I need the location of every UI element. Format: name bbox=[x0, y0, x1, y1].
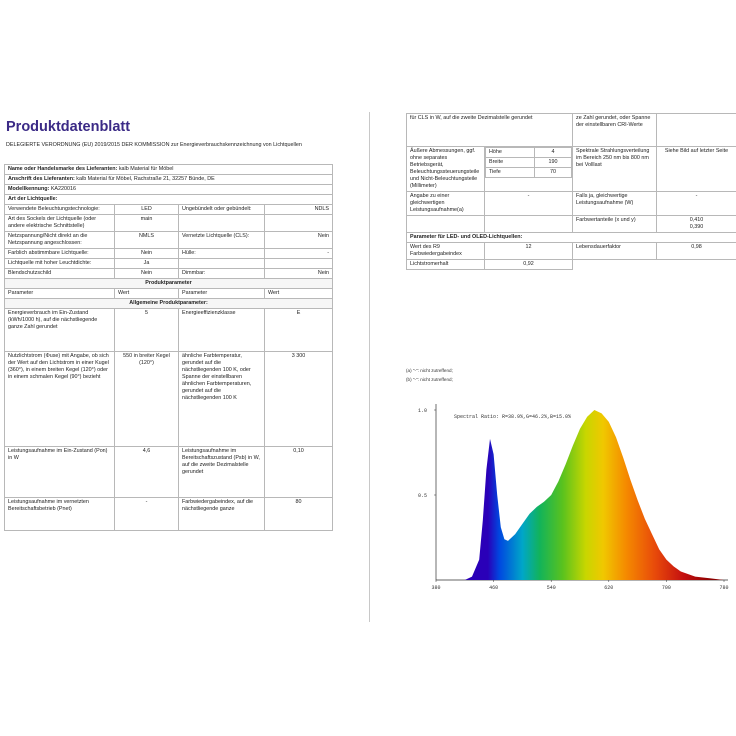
type-value: LED bbox=[115, 205, 179, 215]
dimensions-table bbox=[485, 147, 572, 178]
type-rows bbox=[5, 205, 333, 279]
general-section-title: Allgemeine Produktparameter: bbox=[5, 299, 333, 309]
type-label-2: Hülle: bbox=[179, 249, 265, 259]
type-section-row bbox=[5, 195, 333, 205]
lifetime-value: 0,98 bbox=[657, 243, 736, 260]
maintenance-row bbox=[407, 260, 736, 270]
supplier-value: kalb Material für Möbel bbox=[118, 166, 174, 172]
left-page bbox=[0, 112, 366, 622]
type-row bbox=[5, 269, 333, 279]
spectral-value: Siehe Bild auf letzter Seite bbox=[657, 147, 736, 192]
cls-label: für CLS in W, auf die zweite Dezimalstelle gerundet bbox=[407, 114, 573, 147]
address-row bbox=[5, 175, 333, 185]
type-label: Farblich abstimmbare Lichtquelle: bbox=[5, 249, 115, 259]
type-label-2: Ungebündelt oder gebündelt: bbox=[179, 205, 265, 215]
header-value-1: Wert bbox=[115, 289, 179, 299]
page-divider bbox=[369, 112, 370, 622]
x-tick-label: 540 bbox=[546, 585, 556, 591]
dim-name: Höhe bbox=[486, 148, 535, 158]
parameter-value-2: E bbox=[265, 309, 333, 352]
footnotes bbox=[406, 366, 453, 384]
supplier-label: Name oder Handelsmarke des Lieferanten: bbox=[8, 166, 118, 172]
type-label-2: Dimmbar: bbox=[179, 269, 265, 279]
dim-value: 190 bbox=[534, 158, 571, 168]
parameter-label: Leistungsaufnahme im vernetzten Bereitschaftsbetrieb (Pnet) bbox=[5, 498, 115, 531]
chromaticity-row bbox=[407, 216, 736, 233]
type-row bbox=[5, 215, 333, 232]
maintenance-value: 0,92 bbox=[485, 260, 573, 270]
footnote-b: (b) "-": nicht zutreffend; bbox=[406, 377, 453, 382]
equivalent-value: - bbox=[485, 192, 573, 216]
type-value-2: Nein bbox=[265, 269, 333, 279]
parameter-label-2: ähnliche Farbtemperatur, gerundet auf die nächstliegenden 100 K, oder Spanne der einstellbaren ähnlichen Farbtemperaturen, gerundet auf die nächstliegenden 100 K bbox=[179, 352, 265, 447]
type-value-2: Nein bbox=[265, 232, 333, 249]
general-section-row bbox=[5, 299, 333, 309]
type-label: Art des Sockels der Lichtquelle (oder andere elektrische Schnittstelle) bbox=[5, 215, 115, 232]
parameter-value-2: 80 bbox=[265, 498, 333, 531]
r9-value: 12 bbox=[485, 243, 573, 260]
type-label-2: Vernetzte Lichtquelle (CLS): bbox=[179, 232, 265, 249]
type-value-2: - bbox=[265, 249, 333, 259]
header-value-2: Wert bbox=[265, 289, 333, 299]
param-rows bbox=[5, 309, 333, 531]
type-value: Ja bbox=[115, 259, 179, 269]
type-row bbox=[5, 249, 333, 259]
x-tick-label: 620 bbox=[604, 585, 614, 591]
spectrum-area bbox=[436, 410, 724, 580]
type-label: Lichtquelle mit hoher Leuchtdichte: bbox=[5, 259, 115, 269]
dim-row bbox=[486, 168, 572, 178]
parameter-row bbox=[5, 309, 333, 352]
parameter-value: 5 bbox=[115, 309, 179, 352]
type-value: Nein bbox=[115, 269, 179, 279]
y-tick-label: 0.5 bbox=[418, 493, 428, 499]
chart-plot-area bbox=[418, 404, 729, 591]
dim-name: Breite bbox=[486, 158, 535, 168]
parameter-value: 550 in breiter Kegel (120°) bbox=[115, 352, 179, 447]
type-row bbox=[5, 205, 333, 215]
dimensions-label: Äußere Abmessungen, ggf. ohne separates Betriebsgerät, Beleuchtungssteuerungsteile und Nicht-Beleuchtungsteile (Millimeter) bbox=[407, 147, 485, 192]
chromaticity-x: 0,410 bbox=[689, 217, 704, 223]
chromaticity-label: Farbwertanteile (x und y) bbox=[573, 216, 657, 233]
type-label: Blendschutzschild bbox=[5, 269, 115, 279]
parameter-label: Energieverbrauch im Ein-Zustand (kWh/1000 h), auf die nächstliegende ganze Zahl gerundet bbox=[5, 309, 115, 352]
type-value-2 bbox=[265, 215, 333, 232]
r9-label: Wert des R9 Farbwiedergabeindex bbox=[407, 243, 485, 260]
address-label: Anschrift des Lieferanten: bbox=[8, 176, 75, 182]
document-title: Produktdatenblatt bbox=[6, 119, 131, 135]
type-label-2 bbox=[179, 215, 265, 232]
dimensions-row bbox=[407, 147, 736, 192]
right-page bbox=[376, 112, 736, 622]
maintenance-label: Lichtstromerhalt bbox=[407, 260, 485, 270]
product-data-table bbox=[4, 164, 333, 531]
type-value: Nein bbox=[115, 249, 179, 259]
model-value: KA220016 bbox=[50, 186, 77, 192]
x-tick-label: 460 bbox=[489, 585, 499, 591]
type-label: Verwendete Beleuchtungstechnologie: bbox=[5, 205, 115, 215]
dim-name: Tiefe bbox=[486, 168, 535, 178]
cri-label: ze Zahl gerundet, oder Spanne der einstellbaren CRI-Werte bbox=[573, 114, 657, 147]
type-value: NMLS bbox=[115, 232, 179, 249]
x-tick-label: 380 bbox=[431, 585, 441, 591]
if-yes-label: Falls ja, gleichwertige Leistungsaufnahme (W) bbox=[573, 192, 657, 216]
type-section-title: Art der Lichtquelle: bbox=[5, 195, 333, 205]
lifetime-label: Lebensdauerfaktor bbox=[573, 243, 657, 260]
spectral-label: Spektrale Strahlungsverteilung im Bereich 250 nm bis 800 nm bei Volllast bbox=[573, 147, 657, 192]
footnote-a: (a) "-": nicht zutreffend; bbox=[406, 368, 453, 373]
type-row bbox=[5, 259, 333, 269]
cri-value bbox=[657, 114, 736, 147]
product-params-row bbox=[5, 279, 333, 289]
type-value: main bbox=[115, 215, 179, 232]
dim-value: 70 bbox=[534, 168, 571, 178]
model-label: Modellkennung: bbox=[8, 186, 50, 192]
cls-row bbox=[407, 114, 736, 147]
spectral-distribution-chart bbox=[406, 392, 736, 612]
header-parameter-1: Parameter bbox=[5, 289, 115, 299]
parameter-row bbox=[5, 447, 333, 498]
y-tick-label: 1.0 bbox=[418, 408, 428, 414]
header-row bbox=[5, 289, 333, 299]
if-yes-value: - bbox=[657, 192, 736, 216]
right-data-table bbox=[406, 113, 736, 270]
parameter-row bbox=[5, 498, 333, 531]
parameter-value: - bbox=[115, 498, 179, 531]
parameter-label-2: Leistungsaufnahme im Bereitschaftszustand (Psb) in W, auf die zweite Dezimalstelle gerundet bbox=[179, 447, 265, 498]
parameter-value-2: 3 300 bbox=[265, 352, 333, 447]
led-section-row bbox=[407, 233, 736, 243]
supplier-row bbox=[5, 165, 333, 175]
dim-value: 4 bbox=[534, 148, 571, 158]
r9-row bbox=[407, 243, 736, 260]
type-value-2 bbox=[265, 259, 333, 269]
parameter-label: Nutzlichtstrom (Φuse) mit Angabe, ob sich der Wert auf den Lichtstrom in einer Kugel (360°), in einem breiten Kegel (120°) oder in einem schmalen Kegel (90°) bezieht bbox=[5, 352, 115, 447]
dim-row bbox=[486, 158, 572, 168]
x-tick-label: 700 bbox=[661, 585, 671, 591]
model-row bbox=[5, 185, 333, 195]
dim-row bbox=[486, 148, 572, 158]
product-params-title: Produktparameter bbox=[5, 279, 333, 289]
equivalent-label: Angabe zu einer gleichwertigen Leistungsaufnahme(a) bbox=[407, 192, 485, 216]
spectral-ratio-annotation: Spectral Ratio: R=38.9%,G=46.2%,B=15.0% bbox=[454, 414, 572, 420]
header-parameter-2: Parameter bbox=[179, 289, 265, 299]
type-row bbox=[5, 232, 333, 249]
equivalent-row bbox=[407, 192, 736, 216]
led-section-title: Parameter für LED- und OLED-Lichtquellen: bbox=[407, 233, 736, 243]
regulation-subtitle: DELEGIERTE VERORDNUNG (EU) 2019/2015 DER KOMMISSION zur Energieverbrauchskennzeichnung von Lichtquellen bbox=[6, 142, 302, 148]
parameter-label-2: Energieeffizienzklasse bbox=[179, 309, 265, 352]
parameter-value: 4,6 bbox=[115, 447, 179, 498]
type-label-2 bbox=[179, 259, 265, 269]
parameter-label: Leistungsaufnahme im Ein-Zustand (Pon) in W bbox=[5, 447, 115, 498]
chromaticity-y: 0,390 bbox=[689, 224, 704, 230]
address-value: kalb Material für Möbel, Rachstraße 21, 32257 Bünde, DE bbox=[76, 176, 215, 182]
x-tick-label: 780 bbox=[719, 585, 729, 591]
parameter-row bbox=[5, 352, 333, 447]
type-label: Netzspannung/Nicht direkt an die Netzspannung angeschlossen: bbox=[5, 232, 115, 249]
parameter-value-2: 0,10 bbox=[265, 447, 333, 498]
parameter-label-2: Farbwiedergabeindex, auf die nächstliegende ganze bbox=[179, 498, 265, 531]
type-value-2: NDLS bbox=[265, 205, 333, 215]
